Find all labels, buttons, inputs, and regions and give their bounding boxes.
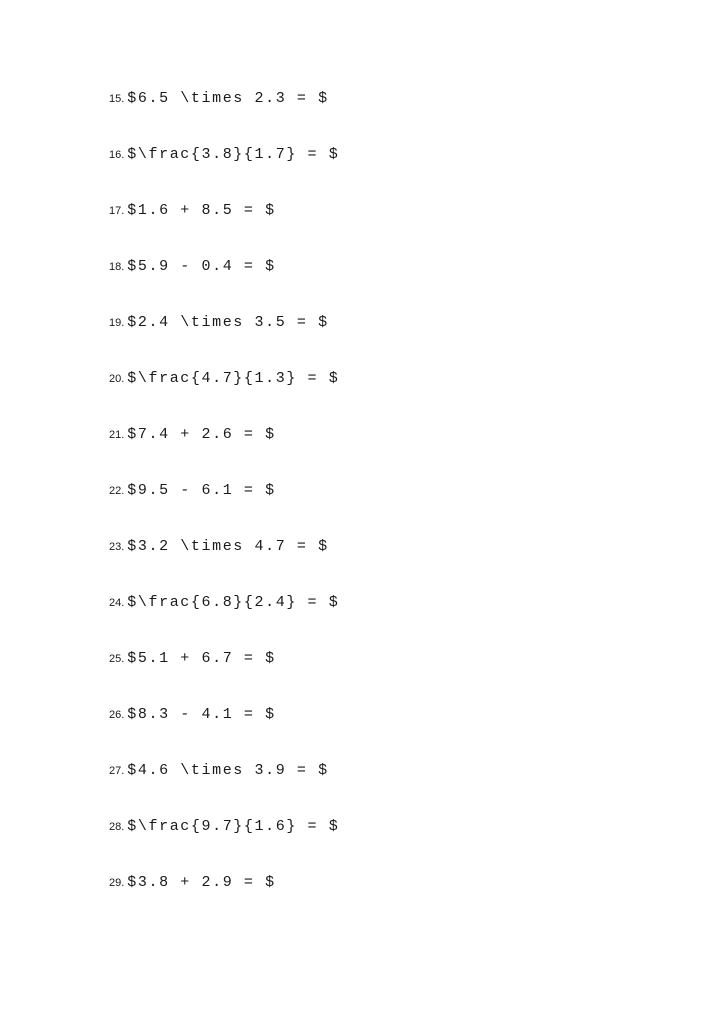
problem-number: 19. [109, 317, 125, 329]
problem-item [109, 143, 339, 199]
problem-number: 24. [109, 597, 125, 609]
problem-text: $\frac{4.7}{1.3} = $ [127, 370, 340, 387]
problem-item [109, 759, 339, 815]
problem-text: $6.5 \times 2.3 = $ [127, 90, 329, 107]
problem-number: 15. [109, 93, 125, 105]
problem-text: $5.9 - 0.4 = $ [127, 258, 276, 275]
problem-list [109, 87, 339, 927]
problem-item [109, 535, 339, 591]
problem-text: $7.4 + 2.6 = $ [127, 426, 276, 443]
problem-text: $\frac{9.7}{1.6} = $ [127, 818, 340, 835]
problem-number: 26. [109, 709, 125, 721]
problem-item [109, 479, 339, 535]
problem-text: $4.6 \times 3.9 = $ [127, 762, 329, 779]
problem-item [109, 591, 339, 647]
problem-text: $9.5 - 6.1 = $ [127, 482, 276, 499]
problem-text: $3.2 \times 4.7 = $ [127, 538, 329, 555]
problem-number: 23. [109, 541, 125, 553]
problem-number: 21. [109, 429, 125, 441]
problem-number: 18. [109, 261, 125, 273]
problem-item [109, 647, 339, 703]
problem-number: 29. [109, 877, 125, 889]
problem-item [109, 815, 339, 871]
problem-item [109, 199, 339, 255]
problem-number: 25. [109, 653, 125, 665]
problem-text: $3.8 + 2.9 = $ [127, 874, 276, 891]
problem-text: $2.4 \times 3.5 = $ [127, 314, 329, 331]
problem-text: $8.3 - 4.1 = $ [127, 706, 276, 723]
problem-number: 17. [109, 205, 125, 217]
problem-text: $\frac{6.8}{2.4} = $ [127, 594, 340, 611]
problem-number: 20. [109, 373, 125, 385]
problem-text: $1.6 + 8.5 = $ [127, 202, 276, 219]
problem-item [109, 423, 339, 479]
problem-item [109, 311, 339, 367]
problem-item [109, 367, 339, 423]
problem-number: 28. [109, 821, 125, 833]
problem-text: $5.1 + 6.7 = $ [127, 650, 276, 667]
problem-number: 27. [109, 765, 125, 777]
problem-item [109, 871, 339, 927]
problem-item [109, 255, 339, 311]
problem-text: $\frac{3.8}{1.7} = $ [127, 146, 340, 163]
problem-number: 16. [109, 149, 125, 161]
problem-item [109, 87, 339, 143]
problem-number: 22. [109, 485, 125, 497]
problem-item [109, 703, 339, 759]
